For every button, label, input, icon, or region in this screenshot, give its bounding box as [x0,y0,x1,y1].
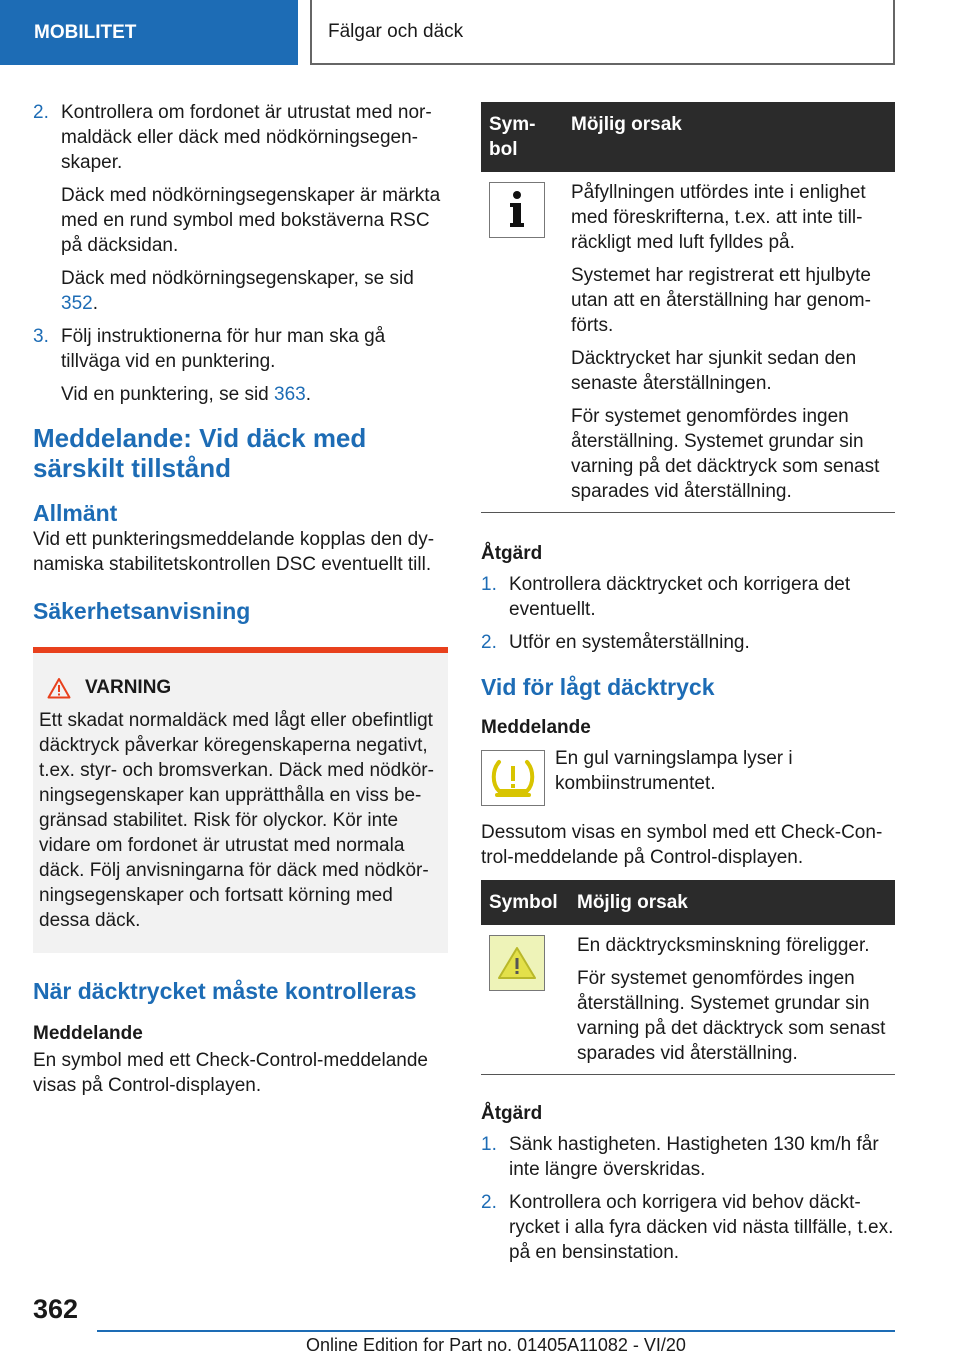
safety-heading: Säkerhetsanvisning [33,598,251,624]
warning-box [33,647,448,953]
notice-heading: Meddelande [33,1023,143,1044]
list-item: 1. Sänk hastigheten. Hastigheten 130 km/h får inte längre överskridas. [481,1134,879,1180]
page-link-352[interactable]: 352 [61,293,93,314]
left-column [33,100,448,1098]
table-row: Påfyllningen utfördes inte i enlighet med föreskrifterna, t.ex. att inte tillräckligt med luft fylldes på. Systemet har registrerat ett hjulbyte utan att en återställning har genomförts. Däcktrycket har sjunkit sedan den senaste återställningen. För systemet genomfördes ingen återställning. Systemet grundar sin varning på det däcktryck som senast sparades vid återställning. [481,172,895,513]
also-text: Dessutom visas en symbol med ett Check-Control-meddelande på Control-displayen. [481,822,883,868]
footer-divider [97,1330,895,1332]
warning-text: Ett skadat normaldäck med lågt eller obefintligt däcktryck påverkar köregenskaperna negativt, t.ex. styr- och bromsverkan. Däck med nödkörningsegenskaper kan upprätthålla en viss begränsad stabilitet. Risk för olyckor. Kör inte vidare om fordonet är utrustat med normala däck. Följ anvisningarna för däck med nödkörningsegenskaper och fortsatt körning med dessa däck. [39,710,434,931]
warning-triangle-icon [47,677,71,699]
yellow-warning-triangle-icon [489,935,545,991]
warning-title: VARNING [85,677,172,698]
list-item: 2. Kontrollera och korrigera vid behov däcktrycket i alla fyra däcken vid nästa tillfälle, t.ex. på en bensinstation. [481,1192,894,1263]
list-item: 2. Utför en systemåterställning. [481,632,750,653]
right-column [481,102,895,1273]
notice-heading: Meddelande [481,717,591,738]
action-heading: Åtgärd [481,1103,543,1124]
tire-pressure-warning-icon [481,750,545,806]
general-text: Vid ett punkteringsmeddelande kopplas den dynamiska stabilitetskontrollen DSC eventuellt till. [33,529,435,575]
page-link-363[interactable]: 363 [274,384,306,405]
list-item: 2. Kontrollera om fordonet är utrustat med normaldäck eller däck med nödkörningsegenskaper. Däck med nödkörningsegenskaper är märkta med en rund symbol med bokstäverna RSC på däcksidan. Däck med nödkörningsegenskaper, se sid 352. [33,102,441,314]
cause-table: Symbol Möjlig orsak Påfyllningen utfördes inte i enlighet med föreskrifterna, t.ex. att inte tillräckligt med luft fylldes på. Systemet har registrerat ett hjulbyte utan att en återställning har genomförts. Däcktrycket har sjunkit sedan den senaste återställningen. För systemet genomfördes ingen återställning. Systemet grundar sin varning på det däcktryck som senast sparades vid återställning. [481,102,895,513]
general-heading: Allmänt [33,500,118,526]
list-item: 3. Följ instruktionerna för hur man ska gå tillväga vid en punktering. Vid en punktering, se sid 363. [33,326,386,405]
list-item: 1. Kontrollera däcktrycket och korrigera det eventuellt. [481,574,851,620]
check-heading: När däcktrycket måste kontrolleras [33,978,417,1004]
chapter-title: Fälgar och däck [310,0,895,65]
lamp-notice: En gul varningslampa lyser i kombiinstrumentet. [481,746,895,806]
main-heading: Meddelande: Vid däck med särskilt tillstånd [33,423,367,483]
page-number: 362 [33,1294,79,1324]
edition-footer: Online Edition for Part no. 01405A11082 - VI/20 [306,1335,686,1355]
low-pressure-heading: Vid för lågt däcktryck [481,674,715,700]
info-icon [489,182,545,238]
table-row: En däcktrycksminskning föreligger. För systemet genomfördes ingen återställning. Systemet grundar sin varning på det däcktryck som senast sparades vid återställning. [481,925,895,1075]
notice-text: En symbol med ett Check-Control-meddelande visas på Control-displayen. [33,1050,428,1096]
section-tab: MOBILITET [0,0,298,65]
cause-table-2: Symbol Möjlig orsak En däcktrycksminskning föreligger. För systemet genomfördes ingen återställning. Systemet grundar sin varning på det däcktryck som senast sparades vid återställning. [481,880,895,1075]
action-heading: Åtgärd [481,543,543,564]
